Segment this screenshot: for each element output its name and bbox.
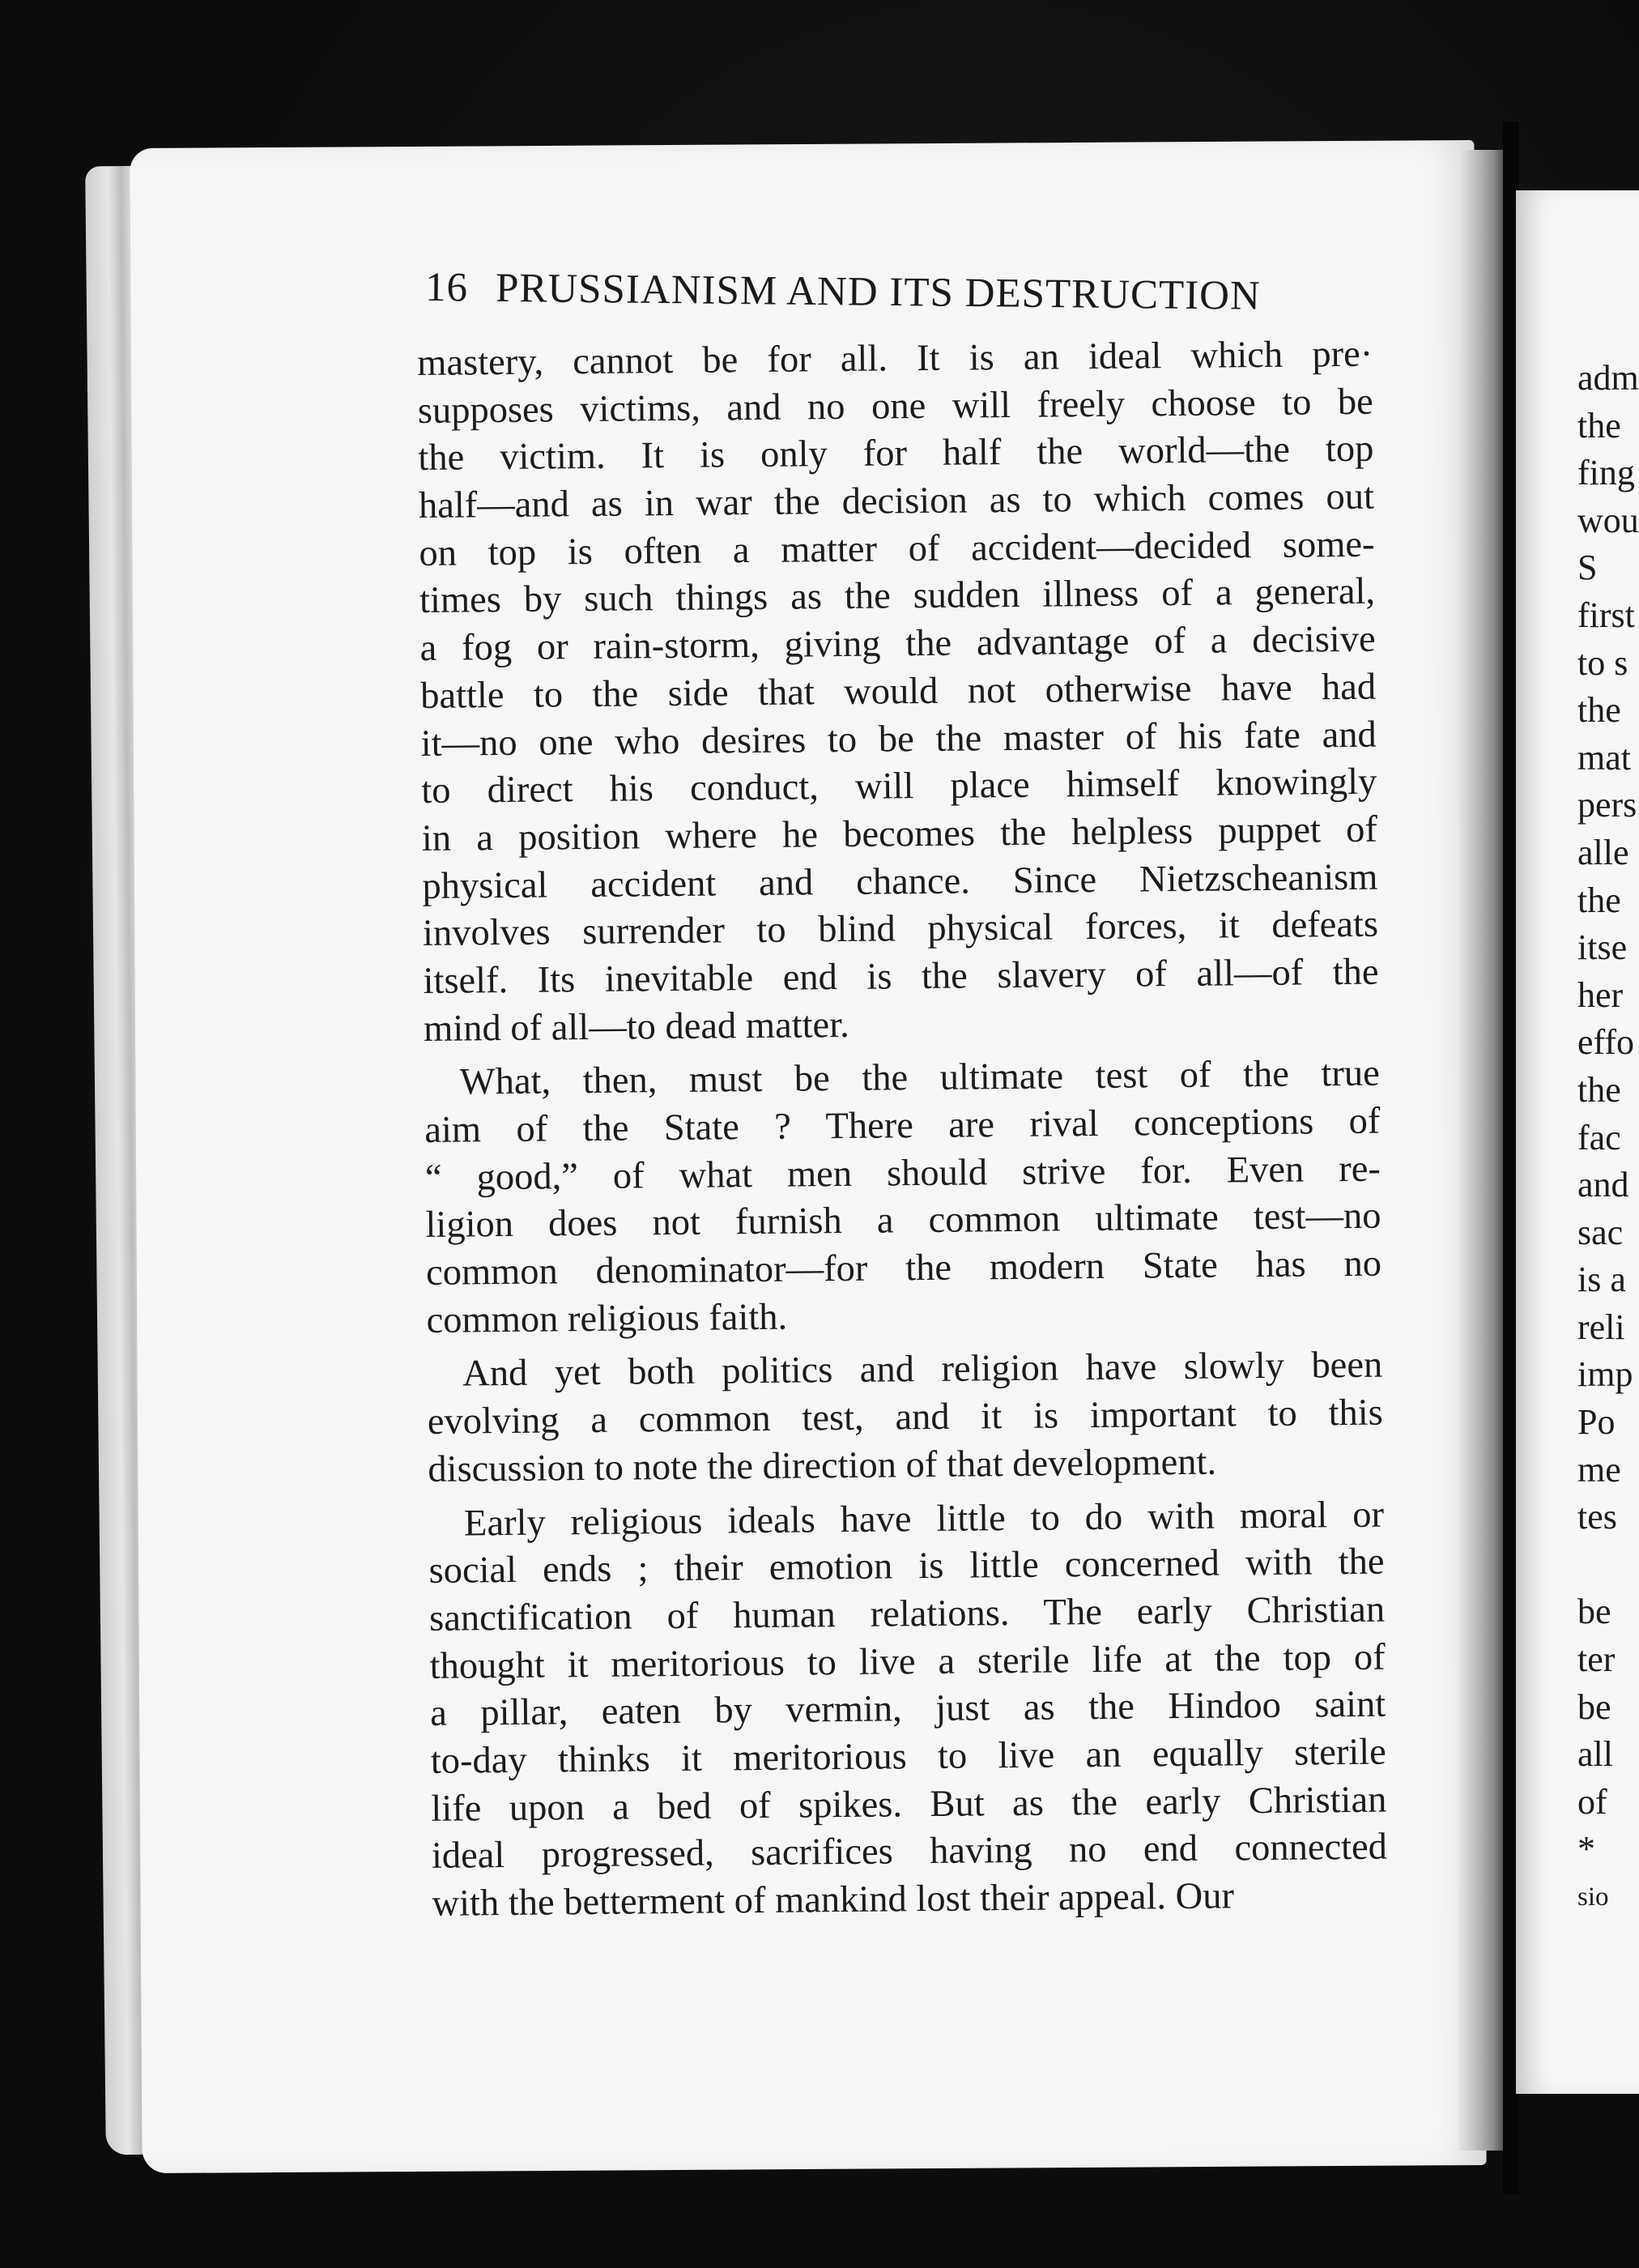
text-line: in a position where he becomes the helpless puppet of	[421, 808, 1378, 859]
facing-line-fragment: alle	[1577, 832, 1629, 872]
facing-line-fragment: ter	[1577, 1639, 1616, 1680]
facing-line-fragment: of	[1577, 1781, 1607, 1822]
text-line: to-day thinks it meritorious to live an equally sterile	[430, 1731, 1387, 1782]
facing-line-fragment: to s	[1577, 642, 1628, 683]
facing-line-fragment	[1577, 1541, 1639, 1589]
text-line: the victim. It is only for half the world—the top	[418, 428, 1374, 480]
text-line: itself. Its inevitable end is the slavery of all—of the	[423, 951, 1379, 1002]
facing-line-fragment: wou	[1577, 500, 1639, 540]
text-line: supposes victims, and no one will freely choose to be	[417, 381, 1374, 432]
facing-line-fragment: fac	[1577, 1117, 1621, 1157]
text-line: And yet both politics and religion have slowly been	[462, 1345, 1383, 1395]
facing-line-fragment: sac	[1577, 1212, 1624, 1252]
facing-page-text	[1577, 355, 1639, 1921]
binding-gutter	[1458, 150, 1505, 2151]
text-line: discussion to note the direction of that development.	[428, 1441, 1217, 1490]
facing-line-fragment: fing	[1577, 453, 1635, 493]
text-line: life upon a bed of spikes. But as the early Christian	[431, 1779, 1387, 1830]
text-line: mastery, cannot be for all. It is an ideal which pre·	[417, 333, 1373, 384]
facing-line-fragment: imp	[1577, 1354, 1633, 1395]
facing-line-fragment: S	[1577, 548, 1598, 588]
body-text	[417, 331, 1388, 1929]
text-line: ligion does not furnish a common ultimate test—no	[425, 1195, 1381, 1247]
text-line: involves surrender to blind physical forces, it defeats	[422, 903, 1379, 955]
text-line: with the betterment of mankind lost their appeal. Our	[432, 1875, 1235, 1925]
text-line: ideal progressed, sacrifices having no end connected	[431, 1826, 1388, 1878]
text-line: evolving a common test, and it is important to this	[427, 1392, 1384, 1443]
paragraph	[428, 1491, 1388, 1928]
running-head	[425, 264, 1357, 321]
facing-line-fragment: *	[1577, 1829, 1595, 1869]
facing-line-fragment: the	[1577, 690, 1621, 731]
facing-line-fragment: itse	[1577, 927, 1628, 968]
facing-line-fragment: the	[1577, 405, 1621, 446]
facing-line-fragment: adm	[1577, 358, 1639, 398]
paragraph	[424, 1051, 1382, 1345]
text-line: aim of the State ? There are rival conceptions of	[424, 1100, 1381, 1151]
text-line: a fog or rain-storm, giving the advantage of a decisive	[419, 618, 1376, 670]
facing-line-fragment: is a	[1577, 1260, 1626, 1300]
text-line: on top is often a matter of accident—decided some-	[419, 523, 1375, 574]
text-line: half—and as in war the decision as to which comes out	[418, 475, 1375, 527]
text-line: it—no one who desires to be the master of his fate and	[420, 714, 1377, 765]
facing-line-fragment: pers	[1577, 785, 1637, 825]
facing-line-fragment: be	[1577, 1592, 1611, 1632]
facing-line-fragment: mat	[1577, 737, 1631, 778]
facing-line-fragment: effo	[1577, 1022, 1635, 1063]
text-line: physical accident and chance. Since Nietzscheanism	[422, 856, 1378, 907]
text-line: battle to the side that would not otherwise have had	[419, 666, 1377, 717]
text-line: common denominator—for the modern State has no	[425, 1243, 1382, 1294]
facing-line-fragment: first	[1577, 595, 1635, 635]
text-line: thought it meritorious to live a sterile life at the top of	[429, 1636, 1386, 1687]
text-line: sanctification of human relations. The early Christian	[428, 1588, 1386, 1639]
text-line: mind of all—to dead matter.	[423, 1004, 849, 1050]
text-line: social ends ; their emotion is little concerned with the	[428, 1541, 1385, 1592]
text-line: to direct his conduct, will place himself knowingly	[421, 761, 1377, 812]
paragraph	[417, 331, 1379, 1054]
text-line: times by such things as the sudden illness of a general,	[419, 571, 1376, 622]
facing-line-fragment: the	[1577, 880, 1621, 920]
paragraph	[427, 1342, 1384, 1494]
facing-line-fragment: her	[1577, 974, 1624, 1015]
facing-line-fragment: sio	[1577, 1882, 1609, 1912]
page-number: 16	[424, 265, 469, 311]
running-head-title: PRUSSIANISM AND ITS DESTRUCTION	[495, 265, 1262, 319]
facing-line-fragment: all	[1577, 1734, 1613, 1775]
text-line: “ good,” of what men should strive for. Even re-	[424, 1148, 1381, 1199]
text-line: Early religious ideals have little to do with moral or	[463, 1494, 1385, 1545]
facing-line-fragment: be	[1577, 1686, 1611, 1727]
text-line: What, then, must be the ultimate test of the true	[459, 1052, 1380, 1103]
facing-line-fragment: reli	[1577, 1307, 1625, 1347]
text-line: a pillar, eaten by vermin, just as the Hindoo saint	[430, 1683, 1386, 1735]
text-line: common religious faith.	[426, 1296, 788, 1341]
facing-line-fragment: Po	[1577, 1402, 1616, 1443]
facing-line-fragment: me	[1577, 1449, 1621, 1490]
facing-line-fragment: and	[1577, 1165, 1629, 1205]
facing-line-fragment: the	[1577, 1069, 1621, 1110]
facing-line-fragment: tes	[1577, 1497, 1617, 1537]
